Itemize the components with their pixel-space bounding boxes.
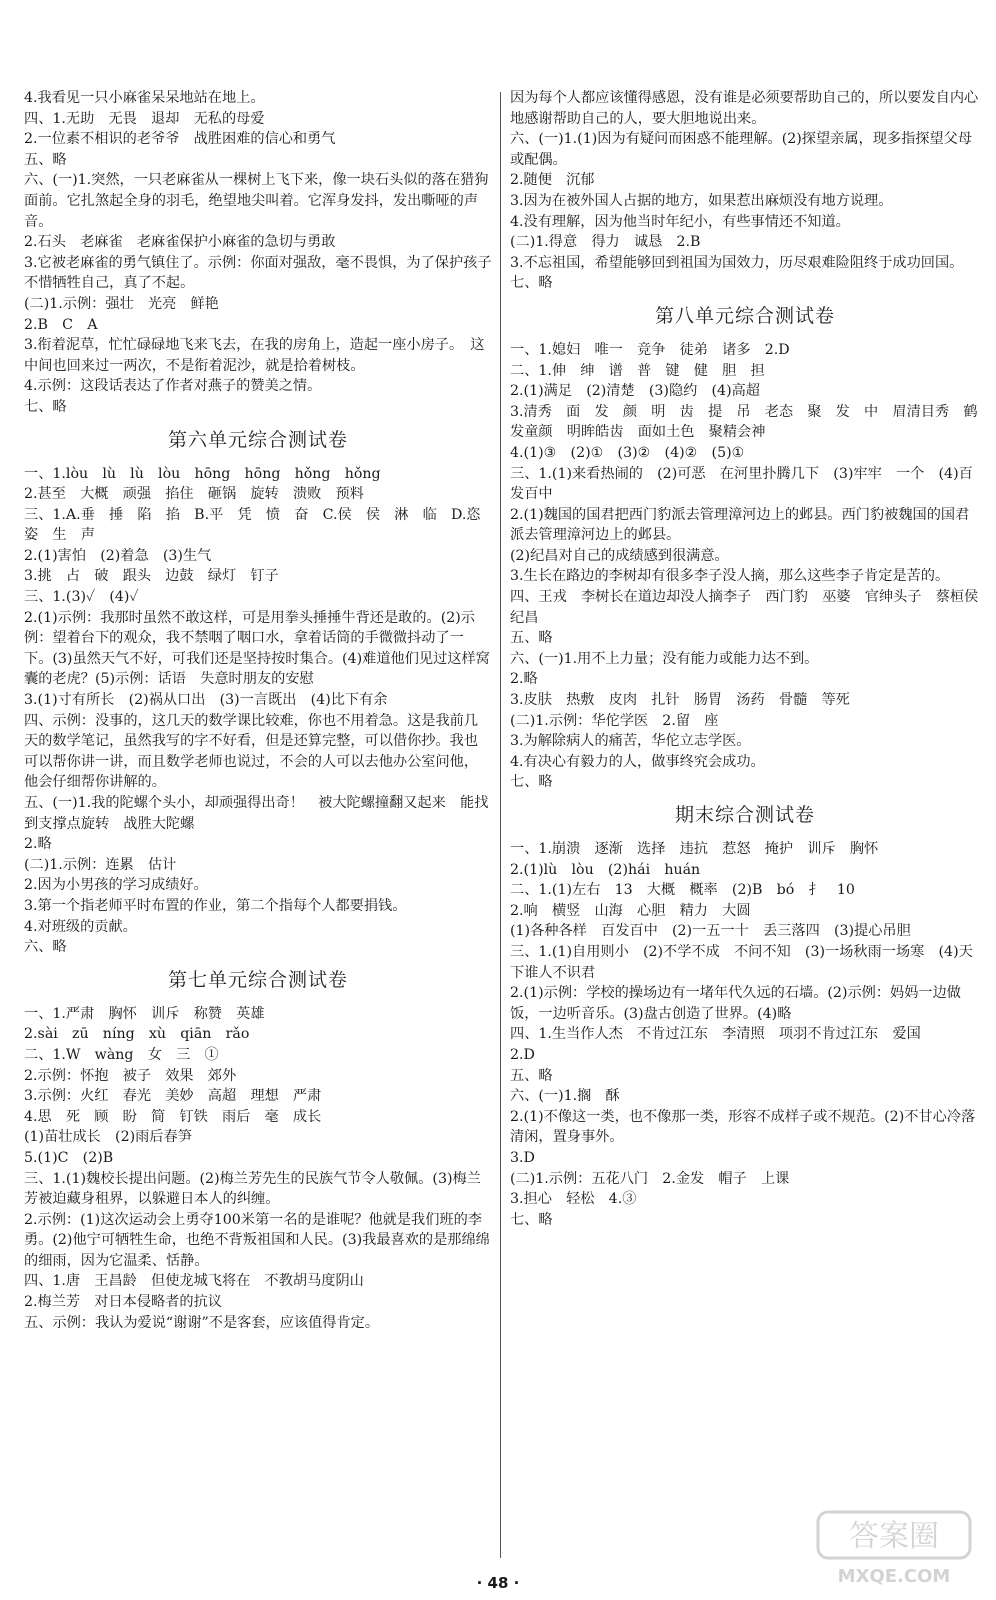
column-divider <box>500 92 501 1558</box>
left-column <box>24 88 495 1333</box>
answer-line: 3.示例：火红 春光 美妙 高超 理想 严肃 <box>24 1088 322 1105</box>
answer-line: 4.(1)③ (2)① (3)② (4)② (5)① <box>510 444 745 461</box>
answer-line: 五、略 <box>24 151 67 168</box>
answer-line: 3.清秀 面 发 颜 明 齿 提 吊 老态 聚 发 中 眉清目秀 鹤发童颜 明眸皓齿 面如土色 聚精会神 <box>510 403 978 441</box>
answer-line: 一、1.严肃 胸怀 训斥 称赞 英雄 <box>24 1005 265 1022</box>
answer-line: 4.思 死 顾 盼 简 钉铁 雨后 毫 成长 <box>24 1108 322 1125</box>
right-column <box>510 88 993 1230</box>
answer-line: 二、1.伸 绅 谱 普 键 健 胆 担 <box>510 362 765 379</box>
answer-line: 三、1.(3)✓ (4)✓ <box>24 589 139 606</box>
answer-line: 2.示例：(1)这次运动会上勇夺100米第一名的是谁呢？他就是我们班的李勇。(2)他宁可牺牲生命，也绝不背叛祖国和人民。(3)我最喜欢的是那绵绵的细雨，因为它温柔、恬静。 <box>24 1211 490 1269</box>
answer-line: (二)1.示例：强壮 光亮 鲜艳 <box>24 295 219 312</box>
answer-line: 2.(1)魏国的国君把西门豹派去管理漳河边上的邺县。西门豹被魏国的国君派去管理漳河边上的邺县。 <box>510 506 970 544</box>
answer-line: 因为每个人都应该懂得感恩，没有谁是必须要帮助自己的，所以要发自内心地感谢帮助自己的人，要大胆地说出来。 <box>510 90 979 127</box>
answer-line: 2.随便 沉郁 <box>510 172 595 189</box>
answer-line: 3.挑 占 破 跟头 边鼓 绿灯 钉子 <box>24 568 279 585</box>
answer-line: (1)苗壮成长 (2)雨后春笋 <box>24 1129 192 1146</box>
answer-line: 2.(1)害怕 (2)着急 (3)生气 <box>24 547 212 564</box>
answer-line: 三、1.(1)魏校长提出问题。(2)梅兰芳先生的民族气节令人敬佩。(3)梅兰芳被迫藏身租界，以躲避日本人的纠缠。 <box>24 1170 481 1208</box>
answer-line: 七、略 <box>510 1211 553 1228</box>
answer-line: 2.甚至 大概 顽强 掐住 砸锅 旋转 溃败 预料 <box>24 486 364 503</box>
answer-line: (2)纪昌对自己的成绩感到很满意。 <box>510 547 729 564</box>
answer-line: 4.我看见一只小麻雀呆呆地站在地上。 <box>24 90 265 106</box>
answer-line: (二)1.得意 得力 诚恳 2.B <box>510 234 701 251</box>
answer-line: (二)1.示例：连累 估计 <box>24 856 177 873</box>
watermark-text-top: 答案圈 <box>849 1519 939 1554</box>
answer-line: 2.(1)满足 (2)清楚 (3)隐约 (4)高超 <box>510 383 760 400</box>
answer-line: 2.响 横竖 山海 心胆 精力 大圆 <box>510 902 751 919</box>
answer-line: 5.(1)C (2)B <box>24 1149 114 1166</box>
answer-line: 2.因为小男孩的学习成绩好。 <box>24 877 208 894</box>
answer-line: 二、1.(1)左右 13 大概 概率 (2)B bó 扌 10 <box>510 882 855 899</box>
answer-line: 2.梅兰芳 对日本侵略者的抗议 <box>24 1294 222 1311</box>
answer-line: 四、王戎 李树长在道边却没人摘李子 西门豹 巫婆 官绅头子 蔡桓侯 纪昌 <box>510 589 993 626</box>
watermark-text-bottom: MXQE.COM <box>837 1566 951 1587</box>
answer-line: 4.对班级的贡献。 <box>24 918 137 935</box>
answer-line: 3.皮肤 热敷 皮肉 扎针 肠胃 汤药 骨髓 等死 <box>510 692 850 709</box>
answer-line: 3.生长在路边的李树却有很多李子没人摘，那么这些李子肯定是苦的。 <box>510 568 950 585</box>
answer-line: 一、1.崩溃 逐渐 选择 违抗 惹怒 掩护 训斥 胸怀 <box>510 841 879 857</box>
answer-line: 2.(1)不像这一类，也不像那一类，形容不成样子或不规范。(2)不甘心冷落清闲，置身事外。 <box>510 1108 976 1146</box>
section-heading: 期末综合测试卷 <box>674 804 815 826</box>
answer-line: 四、1.无助 无畏 退却 无私的母爱 <box>24 110 265 127</box>
answer-line: 3.第一个指老师平时布置的作业，第二个指每个人都要捐钱。 <box>24 897 407 914</box>
answer-line: 五、略 <box>510 630 553 647</box>
answer-line: 六、(一)1.搁 酥 <box>510 1088 620 1105</box>
answer-line: 2.(1)示例：我那时虽然不敢这样，可是用拳头捶捶牛背还是敢的。(2)示例：望着台下的观众，我不禁咽了咽口水，拿着话筒的手微微抖动了一下。(3)虽然天气不好，可我们还是坚持按时集合。(4)难道他们见过这样窝囊的老虎？(5)示例：话语 失意时朋友的安慰 <box>24 609 490 688</box>
answer-line: 2.(1)示例：学校的操场边有一堵年代久远的石墙。(2)示例：妈妈一边做饭，一边听音乐。(3)盘古创造了世界。(4)略 <box>510 985 961 1022</box>
answer-line: 一、1.媳妇 唯一 竞争 徒弟 诸多 2.D <box>510 341 790 358</box>
answer-line: 七、略 <box>24 398 67 415</box>
answer-line: 二、1.W wàng 女 三 ① <box>24 1046 219 1063</box>
answer-line: 2.B C A <box>24 316 98 333</box>
answer-line: 四、1.生当作人杰 不肯过江东 李清照 项羽不肯过江东 爱国 <box>510 1026 921 1043</box>
answer-line: 三、1.(1)自用则小 (2)不学不成 不问不知 (3)一场秋雨一场寒 (4)天下谁人不识君 <box>510 943 973 981</box>
answer-line: 六、(一)1.(1)因为有疑问而困惑不能理解。(2)探望亲属，现多指探望父母或配偶。 <box>510 131 973 168</box>
answer-line: 3.它被老麻雀的勇气镇住了。示例：你面对强敌，毫不畏惧，为了保护孩子不惜牺牲自己，真了不起。 <box>24 254 492 292</box>
answer-line: 六、(一)1.用不上力量；没有能力或能力达不到。 <box>510 650 819 667</box>
section-heading: 第八单元综合测试卷 <box>654 304 835 327</box>
section-heading: 第七单元综合测试卷 <box>167 968 348 991</box>
answer-line: 七、略 <box>510 275 553 292</box>
answer-line: 五、示例：我认为爱说“谢谢”不是客套，应该值得肯定。 <box>24 1314 380 1331</box>
answer-line: (二)1.示例：华佗学医 2.留 座 <box>510 712 719 729</box>
answer-line: 2.略 <box>510 671 538 688</box>
answer-line: 4.有决心有毅力的人，做事终究会成功。 <box>510 753 765 770</box>
answer-line: 4.示例：这段话表达了作者对燕子的赞美之情。 <box>24 378 322 395</box>
watermark-logo <box>814 1508 974 1588</box>
answer-line: 2.一位素不相识的老爷爷 战胜困难的信心和勇气 <box>24 131 336 148</box>
answer-line: 2.石头 老麻雀 老麻雀保护小麻雀的急切与勇敢 <box>24 234 336 251</box>
section-heading: 第六单元综合测试卷 <box>167 428 348 451</box>
answer-line: 七、略 <box>510 774 553 791</box>
answer-line: 2.D <box>510 1046 535 1063</box>
answer-line: 2.示例：怀抱 被子 效果 郊外 <box>24 1067 237 1084</box>
answer-line: 六、略 <box>24 939 67 956</box>
answer-line: (二)1.示例：五花八门 2.金发 帽子 上课 <box>510 1170 790 1187</box>
answer-line: 3.不忘祖国，希望能够回到祖国为国效力，历尽艰难险阻终于成功回国。 <box>510 254 964 271</box>
page-number: · 48 · <box>476 1574 520 1592</box>
answer-line: 4.没有理解，因为他当时年纪小，有些事情还不知道。 <box>510 213 850 230</box>
answer-line: 2.sài zū níng xù qiān rǎo <box>24 1026 250 1043</box>
answer-line: 一、1.lòu lù lù lòu hōng hōng hǒng hǒng <box>24 465 381 482</box>
answer-line: 3.(1)寸有所长 (2)祸从口出 (3)一言既出 (4)比下有余 <box>24 692 388 709</box>
answer-line: 2.略 <box>24 836 52 853</box>
answer-line: 四、1.唐 王昌龄 但使龙城飞将在 不教胡马度阴山 <box>24 1273 364 1290</box>
answer-line: 2.(1)lù lòu (2)hái huán <box>510 861 701 878</box>
answer-line: 五、(一)1.我的陀螺个头小，却顽强得出奇！ 被大陀螺撞翻又起来 能找到支撑点旋转 战胜大陀螺 <box>24 795 489 832</box>
answer-line: 3.为解除病人的痛苦，华佗立志学医。 <box>510 733 751 750</box>
answer-line: 3.D <box>510 1149 535 1166</box>
answer-line: 四、示例：没事的，这几天的数学课比较难，你也不用着急。这是我前几天的数学笔记，虽然我写的字不好看，但是还算完整，可以借你抄。我也可以帮你讲一讲，而且数学老师也说过，不会的人可以去他办公室问他，他会仔细帮你讲解的。 <box>24 712 479 791</box>
answer-line: 3.衔着泥草，忙忙碌碌地飞来飞去，在我的房角上，造起一座小房子。 这中间也回来过一两次，不是衔着泥沙，就是拾着树枝。 <box>24 337 485 374</box>
answer-line: 3.担心 轻松 4.③ <box>510 1191 637 1208</box>
answer-line: 三、1.A.垂 捶 陷 掐 B.平 凭 愤 奋 C.侯 侯 淋 临 D.恣 姿 生 声 <box>24 506 495 544</box>
answer-line: 3.因为在被外国人占据的地方，如果惹出麻烦没有地方说理。 <box>510 192 893 209</box>
answer-line: 三、1.(1)来看热闹的 (2)可恶 在河里扑腾几下 (3)牢牢 一个 (4)百发百中 <box>510 465 973 503</box>
answer-line: 五、略 <box>510 1067 553 1084</box>
answer-line: (1)各种各样 百发百中 (2)一五一十 丢三落四 (3)提心吊胆 <box>510 923 911 940</box>
answer-line: 六、(一)1.突然，一只老麻雀从一棵树上飞下来，像一块石头似的落在猎狗面前。它扎煞起全身的羽毛，绝望地尖叫着。它浑身发抖，发出嘶哑的声音。 <box>24 172 489 230</box>
